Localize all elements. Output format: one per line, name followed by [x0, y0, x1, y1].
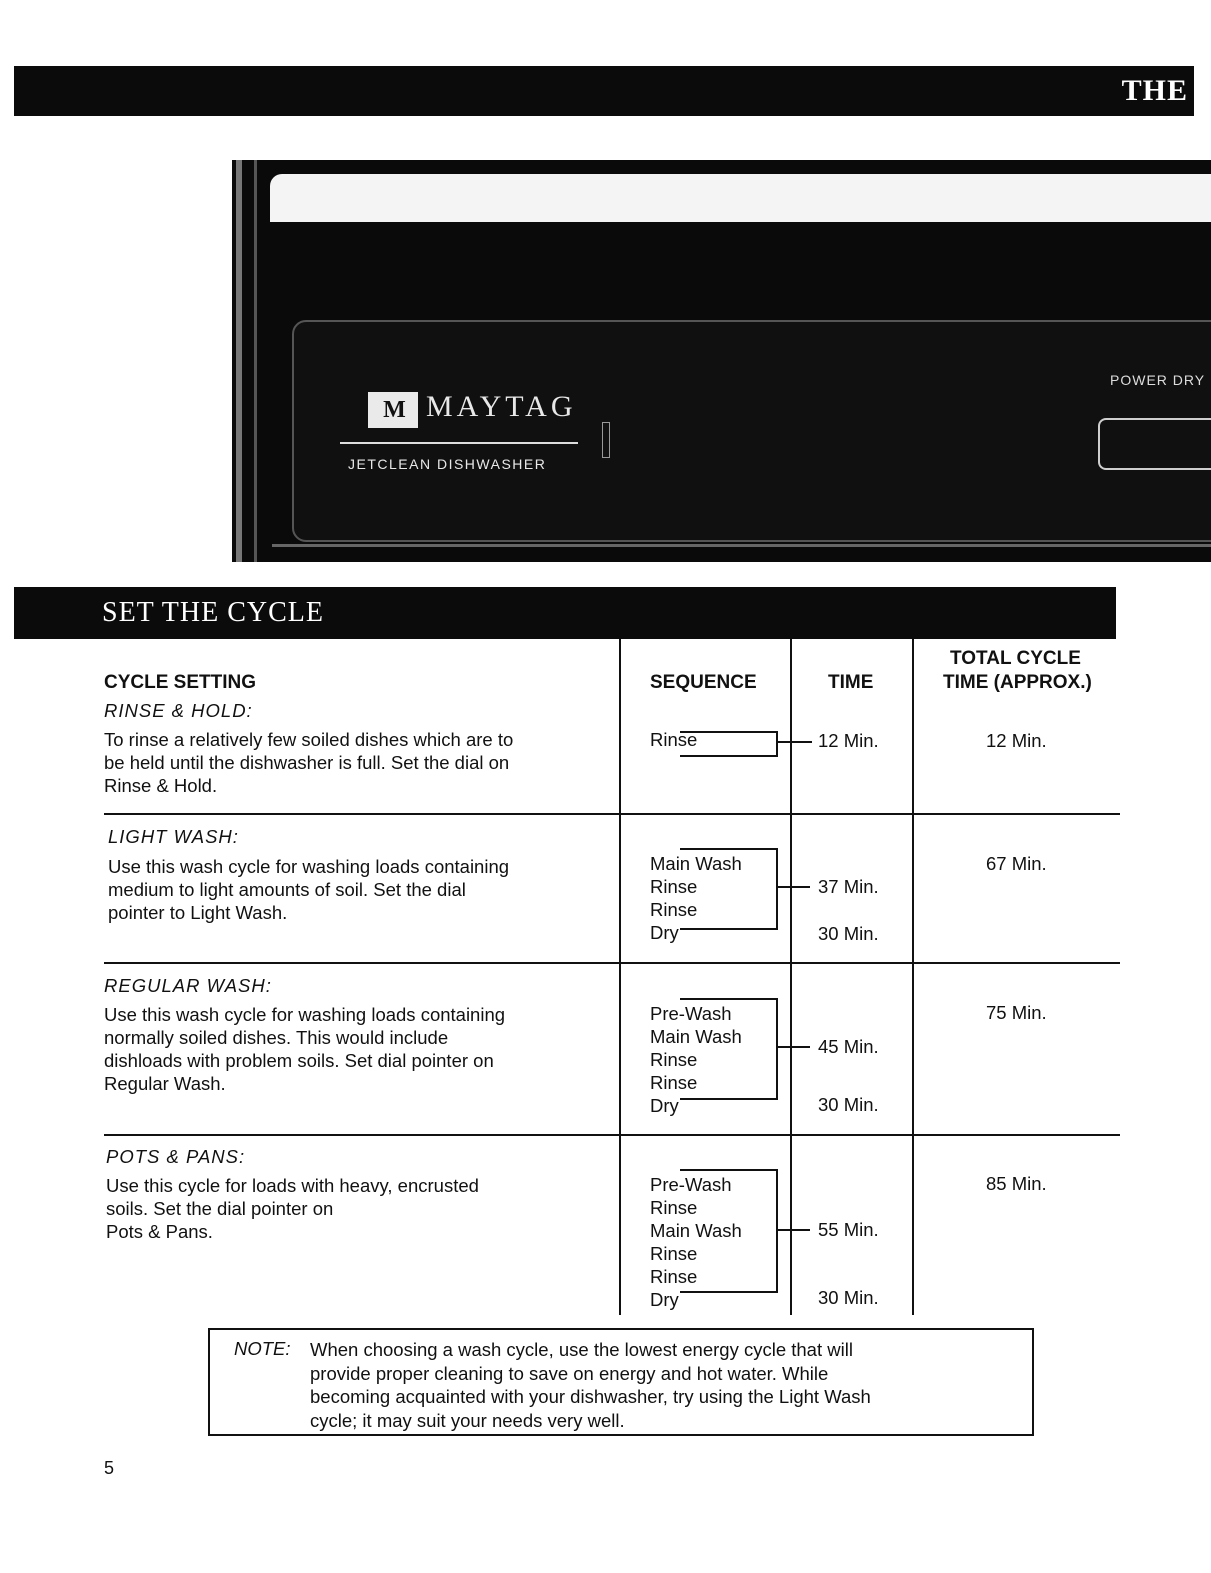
cycle-name-light-wash: LIGHT WASH:	[108, 826, 239, 847]
column-divider-sequence	[619, 639, 621, 1315]
time-pots-pans-wash: 55 Min.	[818, 1219, 879, 1240]
time-regular-wash-dry: 30 Min.	[818, 1094, 879, 1115]
note-line: When choosing a wash cycle, use the lowest energy cycle that will	[310, 1339, 853, 1360]
time-rinse-hold: 12 Min.	[818, 730, 879, 751]
sequence-step: Rinse	[650, 1197, 698, 1218]
sequence-step: Rinse	[650, 1072, 698, 1093]
desc-line: Pots & Pans.	[106, 1221, 213, 1242]
brand-logo-icon: M	[368, 392, 418, 428]
row-divider	[104, 1134, 1120, 1136]
control-panel-photo	[232, 160, 1211, 562]
note-line: becoming acquainted with your dishwasher, try using the Light Wash	[310, 1386, 871, 1407]
sequence-step: Rinse	[650, 899, 698, 920]
sequence-step: Rinse	[650, 1049, 698, 1070]
power-dry-label: POWER DRY	[1110, 372, 1206, 388]
sequence-step: Pre-Wash	[650, 1003, 732, 1024]
bracket-connector	[778, 1046, 810, 1048]
sequence-step: Main Wash	[650, 853, 742, 874]
sequence-step: Main Wash	[650, 1026, 742, 1047]
time-regular-wash-wash: 45 Min.	[818, 1036, 879, 1057]
section-header-bar	[14, 587, 1116, 639]
sequence-step: Rinse	[650, 729, 698, 750]
desc-line: dishloads with problem soils. Set dial pointer on	[104, 1050, 494, 1071]
top-header-bar	[14, 66, 1194, 116]
desc-line: To rinse a relatively few soiled dishes which are to	[104, 729, 514, 750]
sequence-step: Dry	[650, 922, 679, 943]
cycle-desc-light-wash	[108, 855, 618, 924]
brand-name: MAYTAG	[426, 390, 577, 423]
note-line: cycle; it may suit your needs very well.	[310, 1409, 625, 1431]
indicator-light-icon	[602, 422, 610, 458]
header-time: TIME	[828, 672, 874, 693]
sequence-step: Pre-Wash	[650, 1174, 732, 1195]
column-divider-total	[912, 639, 914, 1315]
note-box	[208, 1328, 1034, 1436]
sequence-bracket	[680, 848, 778, 930]
note-line: provide proper cleaning to save on energy and hot water. While	[310, 1362, 829, 1384]
header-total-line2: TIME (APPROX.)	[943, 672, 1092, 693]
header-total-line1: TOTAL CYCLE	[950, 648, 1081, 669]
sequence-bracket	[680, 1169, 778, 1293]
cycle-name-pots-pans: POTS & PANS:	[106, 1146, 246, 1167]
page-number: 5	[104, 1458, 115, 1478]
desc-line: normally soiled dishes. This would include	[104, 1027, 449, 1048]
sequence-step: Main Wash	[650, 1220, 742, 1241]
sequence-step: Rinse	[650, 1243, 698, 1264]
panel-edge-inner	[254, 160, 257, 562]
total-pots-pans: 85 Min.	[986, 1173, 1047, 1194]
bracket-connector	[778, 1229, 810, 1231]
cycle-desc-pots-pans	[106, 1174, 616, 1243]
cycle-name-regular-wash: REGULAR WASH:	[104, 975, 272, 996]
row-divider	[104, 813, 1120, 815]
product-name: JETCLEAN DISHWASHER	[348, 456, 547, 472]
bracket-connector	[778, 886, 810, 888]
total-rinse-hold: 12 Min.	[986, 730, 1047, 751]
section-title: SET THE CYCLE	[102, 597, 324, 628]
brand-divider	[340, 442, 578, 444]
desc-line: medium to light amounts of soil. Set the dial	[108, 879, 466, 900]
panel-face	[292, 320, 1211, 542]
header-cycle-setting: CYCLE SETTING	[104, 672, 257, 693]
desc-line: Use this wash cycle for washing loads containing	[104, 1004, 506, 1025]
sequence-bracket	[680, 731, 778, 757]
time-pots-pans-dry: 30 Min.	[818, 1287, 879, 1308]
total-regular-wash: 75 Min.	[986, 1002, 1047, 1023]
time-light-wash-wash: 37 Min.	[818, 876, 879, 897]
cycle-name-rinse-hold: RINSE & HOLD:	[104, 700, 253, 721]
sequence-bracket	[680, 998, 778, 1100]
cycle-desc-rinse-hold	[104, 728, 614, 797]
desc-line: Rinse & Hold.	[104, 775, 218, 796]
sequence-step: Dry	[650, 1095, 679, 1116]
desc-line: Regular Wash.	[104, 1073, 226, 1094]
time-light-wash-dry: 30 Min.	[818, 923, 879, 944]
power-dry-button[interactable]	[1098, 418, 1211, 470]
sequence-step: Rinse	[650, 1266, 698, 1287]
panel-top-trim	[270, 174, 1211, 222]
panel-bottom-edge	[272, 544, 1211, 547]
panel-edge	[236, 160, 242, 562]
note-label: NOTE:	[234, 1338, 291, 1359]
header-sequence: SEQUENCE	[650, 672, 757, 693]
sequence-step: Dry	[650, 1289, 679, 1310]
sequence-step: Rinse	[650, 876, 698, 897]
bracket-connector	[778, 741, 812, 743]
desc-line: pointer to Light Wash.	[108, 902, 288, 923]
desc-line: Use this wash cycle for washing loads containing	[108, 856, 510, 877]
row-divider	[104, 962, 1120, 964]
cycle-desc-regular-wash	[104, 1003, 614, 1095]
desc-line: be held until the dishwasher is full. Set the dial on	[104, 752, 510, 773]
top-header-title: THE	[1121, 74, 1188, 107]
desc-line: soils. Set the dial pointer on	[106, 1198, 334, 1219]
note-text	[310, 1338, 1010, 1432]
total-light-wash: 67 Min.	[986, 853, 1047, 874]
desc-line: Use this cycle for loads with heavy, encrusted	[106, 1175, 479, 1196]
